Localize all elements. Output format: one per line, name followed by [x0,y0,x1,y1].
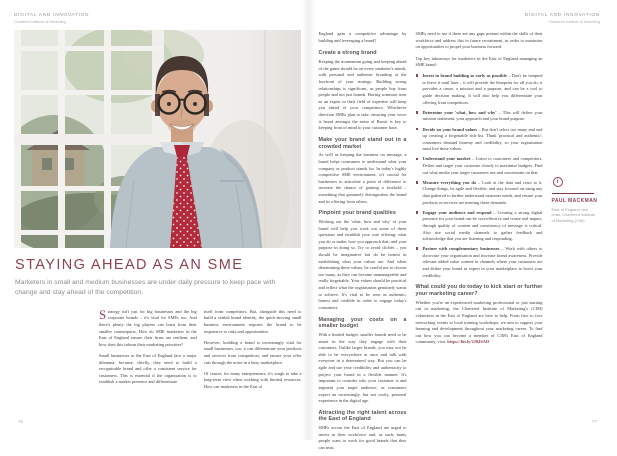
membership-link[interactable]: https://bit.ly/2J04SAD [447,339,489,344]
takeaway-item [416,73,543,106]
takeaway-text: – This will define your mission statement, your approach and your brand purpose. [423,110,543,122]
author-role: East of England vice chair, Chartered Institute of Marketing (CIM) [552,207,596,224]
takeaway-lead: Engage your audience and respond [423,210,492,215]
author-name: PAUL MACKMAN [552,198,601,204]
bullet-icon [416,247,419,250]
page-number-left: 76 [18,419,23,424]
section-kicker: DIGITAL AND INNOVATION [14,13,302,19]
takeaway-item [416,246,543,279]
paragraph: With a limited budget, smaller brands need to be smart in the way they engage with their customers. Unlike larger brands, you may not be able to be everywhere at once and talk with everyone in a determined way. But you can be agile and use your credibility and authenticity to project your brand in a flexible manner. It's important to consider who your customer is and segment your target audience, as consumers expect an increasingly, but not costly, personal experience in the digital age. [319,332,407,405]
takeaway-lead: Measure everything you do [423,180,477,185]
masthead-left [14,13,302,24]
masthead-right [319,13,601,24]
takeaway-lead: Decide on your brand values [423,127,477,132]
takeaways-leadin: Top key takeaways for marketers in the East of England managing an SME brand: [416,56,543,69]
publication-name: Chartered Institute of Marketing [14,20,302,24]
closing-paragraph [416,300,543,346]
section-heading: Make your brand stand out in a crowded market [319,137,407,151]
takeaway-text: – Creating a strong digital presence for your brand can be cost-effective and create real impact, through quality of content and consistency of message is critical. Also use social media channels to gather feedback and acknowledge that you are listening and responding. [423,210,543,241]
bullet-icon [416,74,419,77]
paragraph-text: trategy isn't just for big businesses and the big corporate brands – it's vital for SMEs too. And there's plenty the big players can learn from their smaller counterparts. How do SME marketers in the East of England ensure their firms are resilient, and how does this inform their marketing priorities? [99,309,197,347]
takeaway-text: – But don't select too many and end up creating a forgettable tick-list. Think 'practical and authentic'; consumers demand honesty and credibility, so your organisation must live these values. [423,127,543,152]
paragraph [99,309,197,349]
takeaway-lead: Understand your market [423,156,471,161]
left-column-1 [99,309,197,395]
bullet-icon [416,111,419,114]
bullet-icon [416,158,419,161]
info-icon: i [553,177,563,187]
takeaway-text: – Look at the data and react to it. Change things, be agile and flexible, and stay focused on using any data gathered to further understand customer needs, and ensure your products or services are meeting these demands. [423,180,543,205]
page-left [0,0,309,440]
article-photo [14,30,301,248]
left-body-columns [14,309,302,395]
takeaway-lead: Invest in brand building as early as possible [423,73,507,78]
section-heading: Create a strong brand [319,50,407,57]
takeaway-text: – Don't be tempted to leave it until later – it will provide the blueprint for all you do; it provides a cause, a mission and a purpose, and can be a tool to guide decision making. It will also help you differentiate your offering from competitors. [423,73,543,104]
takeaway-lead: Determine your 'what, how and why' [423,110,497,115]
section-heading: Attracting the right talent across the East of England [319,410,407,424]
bullet-icon [416,128,419,131]
page-number-right: 77 [592,419,597,424]
paragraph: SMEs need to see if there are any gaps present within the skills of their workforce and address this in future recruitment, in order to maximise on opportunities to propel your business forward. [416,31,543,51]
section-kicker: DIGITAL AND INNOVATION [319,13,601,19]
page-right [309,0,617,440]
takeaways-list [416,73,543,279]
article-headline: STAYING AHEAD AS AN SME [15,257,302,273]
paragraph: As well as keeping the business on message, a brand helps consumers to understand what your company or product stands for. In today's highly competitive SME environment, it's crucial for businesses to articulate a point of difference to increase the chance of gaining a foothold – something that genuinely distinguishes the brand and its offering from others. [319,152,407,205]
takeaway-text: – Listen to customers and competitors. Define and target your customer closely to maximise budgets. Find out what media your target customers use and concentrate on that. [423,156,543,174]
paragraph: Keeping the momentum going and keeping ahead of the game should be on every marketer's minds, with personal and authentic branding at the forefront of your strategy. Building strong relationships is significant, as people buy from people and not just brands. Having someone seen as an expert in their field of expertise will keep you ahead of your competitors. Whichever direction SMEs plan to take, ensuring your voice is heard amongst the noise of Brexit is key to keeping front of mind to your customer base. [319,59,407,132]
photo-illustration [14,30,301,248]
right-body-columns [319,31,601,456]
section-heading: Pinpoint your brand qualities [319,210,407,217]
takeaway-item [416,180,543,206]
takeaway-item [416,110,543,123]
right-column-1 [319,31,407,456]
drop-cap: S [99,310,106,320]
paragraph: However, building a brand is increasingly vital for small businesses, too; it can differentiate your products and services from competitors, and ensure your offer cuts through the noise in a busy marketplace. [204,340,302,366]
paragraph: England gain a competitive advantage by building and leveraging a brand? [319,31,407,44]
bullet-icon [416,211,419,214]
rail-divider [552,193,594,194]
paragraph: itself from competitors. But, alongside this need to build a settled brand identity, the quick-moving small business environment requires the brand to be responsive to risks and opportunities. [204,309,302,335]
right-column-2 [416,31,543,456]
closing-heading: What could you do today to kick start or further your marketing career? [416,284,543,298]
takeaway-text: – Work with others to showcase your organisation and increase brand awareness. Provide relevant added value content in channels where your customers are and define your brand as expert in your marketplace to boost your credibility. [423,246,543,277]
bullet-icon [416,181,419,184]
takeaway-lead: Partner with complementary businesses [423,246,500,251]
section-heading: Managing your costs on a smaller budget [319,317,407,331]
paragraph: Of course, for many entrepreneurs, it's tough to take a long-term view when working with limited resources. How can marketers in the East of [204,371,302,391]
takeaway-item [416,156,543,176]
article-standfirst: Marketers in small and medium businesses are under daily pressure to keep pace with change and stay ahead of the competition. [15,278,291,298]
left-column-2 [204,309,302,395]
paragraph: Working out the 'what, how and why' of your brand will help you work out some of these questions and establish your core offering: what you do or make; how you approach that; and your purpose in doing so. Try to avoid clichés – you should be imaginative but do be honest in establishing what your values are. And when determining these values, be careful not to choose too many, as they can become unmanageable and really forgettable. Your values should be practical and reflect what the organisation genuinely wants to achieve. It's vital to be seen as authentic, honest and credible in order to engage today's consumers. [319,219,407,312]
paragraph: SMEs across the East of England are urged to invest in their workforce and, as such, many people want to work for good brands that they can trust. [319,425,407,451]
publication-name: Chartered Institute of Marketing [319,20,601,24]
author-rail [552,31,601,456]
paragraph: Small businesses in the East of England face a major dilemma; because, chiefly, they need to build a recognisable brand and offer a consistent service for customers. This is essential if the organisation is to establish a market presence and differentiate [99,353,197,386]
takeaway-item [416,127,543,153]
closing-text: Whether you're an experienced marketing professional or just starting out in marketing, the Chartered Institute of Marketing's (CIM) volunteers in the East of England are here to help. From face to face networking events to local training workshops, we aim to support your learning and development throughout your marketing career. To find out how you can become a member of CIM's East of England community, visit: [416,300,543,345]
takeaway-item [416,210,543,243]
